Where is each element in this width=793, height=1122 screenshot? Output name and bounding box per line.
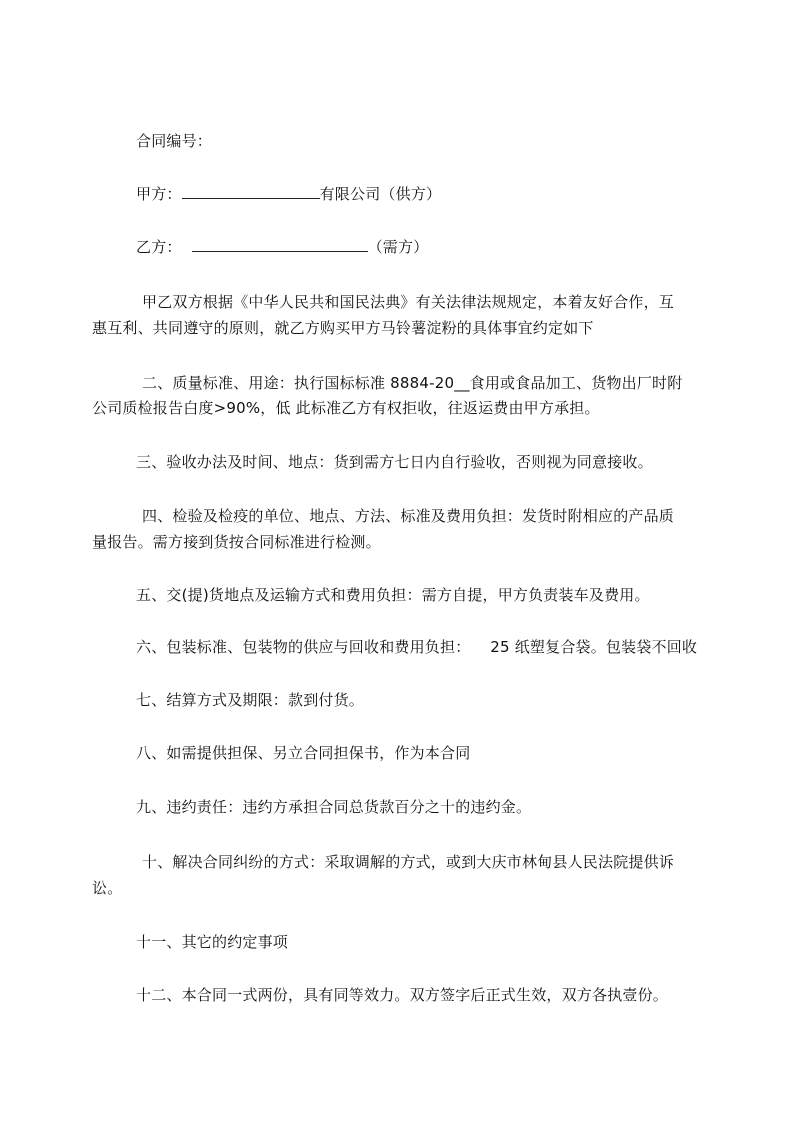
party-b-suffix: （需方）: [367, 238, 429, 256]
intro-line-1: 甲乙双方根据《中华人民共和国民法典》有关法律法规规定，本着友好合作，互: [142, 293, 675, 311]
clause-6: 六、包装标准、包装物的供应与回收和费用负担： 25 纸塑复合袋。包装袋不回收: [136, 638, 698, 656]
clause-2-line-2: 公司质检报告白度>90%，低 此标准乙方有权拒收，往返运费由甲方承担。: [92, 399, 600, 417]
clause-4-line-2: 量报告。需方接到货按合同标准进行检测。: [92, 533, 381, 551]
clause-8: 八、如需提供担保、另立合同担保书，作为本合同: [136, 744, 471, 762]
clause-9: 九、违约责任：违约方承担合同总货款百分之十的违约金。: [136, 798, 532, 816]
party-a-line: [136, 184, 441, 204]
clause-10-line-2: 讼。: [92, 879, 123, 897]
party-a-label: 甲方：: [136, 185, 182, 203]
clause-5: 五、交(提)货地点及运输方式和费用负担：需方自提，甲方负责装车及费用。: [136, 586, 650, 604]
party-a-blank: [182, 184, 320, 199]
clause-11: 十一、其它的约定事项: [136, 933, 289, 951]
contract-number-label: 合同编号：: [136, 132, 213, 150]
party-b-line: [136, 237, 428, 257]
intro-line-2: 惠互利、共同遵守的原则，就乙方购买甲方马铃薯淀粉的具体事宜约定如下: [92, 319, 594, 337]
party-b-blank: [192, 237, 368, 252]
clause-7: 七、结算方式及期限：款到付货。: [136, 691, 365, 709]
clause-2-line-1: 二、质量标准、用途：执行国标标准 8884-20__食用或食品加工、货物出厂时附: [142, 374, 683, 392]
party-a-suffix: 有限公司（供方）: [319, 185, 442, 203]
clause-4-line-1: 四、检验及检疫的单位、地点、方法、标准及费用负担：发货时附相应的产品质: [142, 507, 675, 525]
clause-12: 十二、本合同一式两份，具有同等效力。双方签字后正式生效，双方各执壹份。: [136, 986, 669, 1004]
party-b-label: 乙方：: [136, 238, 182, 256]
clause-3: 三、验收办法及时间、地点：货到需方七日内自行验收，否则视为同意接收。: [136, 453, 653, 471]
clause-10-line-1: 十、解决合同纠纷的方式：采取调解的方式，或到大庆市林甸县人民法院提供诉: [142, 853, 675, 871]
